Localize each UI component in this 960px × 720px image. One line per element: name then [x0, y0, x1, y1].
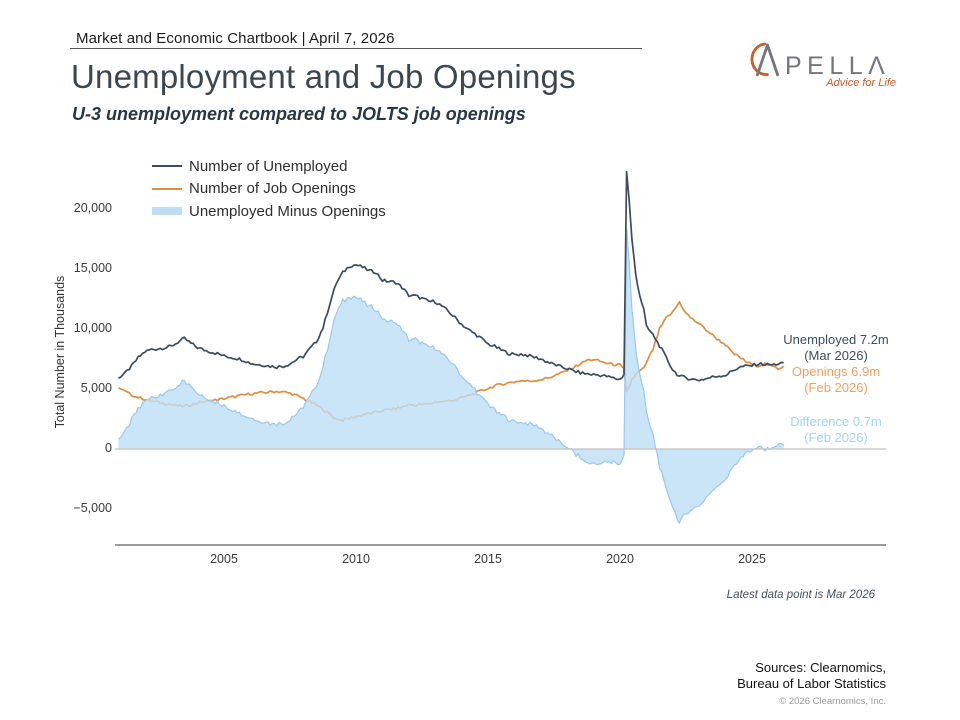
y-tick-label: 20,000 — [73, 201, 112, 215]
y-tick-label: −5,000 — [73, 501, 112, 515]
logo-brand-text: PELLΛ — [785, 52, 891, 80]
legend-label: Number of Job Openings — [189, 180, 356, 197]
x-tick-label: 2015 — [474, 552, 502, 566]
sources-block — [737, 660, 886, 710]
series-annotations-top — [776, 332, 896, 396]
latest-data-footnote: Latest data point is Mar 2026 — [726, 589, 875, 601]
series-annotations-bottom — [776, 414, 896, 446]
series-annotation-unemployed: Unemployed 7.2m — [783, 332, 889, 347]
series-annotation-difference: Difference 0.7m — [790, 414, 882, 429]
header-divider — [70, 48, 642, 49]
series-annotation-openings: (Feb 2026) — [804, 380, 868, 395]
x-tick-label: 2020 — [606, 552, 634, 566]
chart-legend — [152, 157, 386, 220]
x-tick-label: 2005 — [210, 552, 238, 566]
copyright-text: © 2026 Clearnomics, Inc. — [779, 696, 886, 707]
legend-item — [152, 157, 386, 175]
series-annotation-openings: Openings 6.9m — [791, 364, 881, 379]
legend-item — [152, 202, 386, 220]
x-tick-label: 2025 — [738, 552, 766, 566]
logo-tagline: Advice for Life — [826, 77, 896, 88]
logo-lambda-icon — [757, 45, 778, 76]
apella-logo — [738, 36, 908, 88]
legend-line-icon — [152, 188, 182, 190]
page-subtitle: U-3 unemployment compared to JOLTS job openings — [72, 104, 526, 124]
series-annotation-unemployed: (Mar 2026) — [804, 348, 868, 363]
x-tick-label: 2010 — [342, 552, 370, 566]
chartbook-header: Market and Economic Chartbook | April 7, 2026 — [76, 30, 395, 47]
legend-patch-icon — [152, 207, 182, 215]
legend-label: Unemployed Minus Openings — [189, 202, 386, 220]
legend-label: Number of Unemployed — [189, 157, 348, 175]
series-annotation-difference: (Feb 2026) — [804, 430, 868, 445]
y-tick-label: 10,000 — [73, 321, 112, 335]
legend-item — [152, 180, 386, 198]
page-title: Unemployment and Job Openings — [71, 58, 576, 95]
sources-line-1: Sources: Clearnomics, — [755, 660, 886, 675]
sources-line-2: Bureau of Labor Statistics — [737, 676, 886, 691]
legend-line-icon — [152, 165, 182, 167]
y-tick-label: 15,000 — [73, 261, 112, 275]
y-tick-label: 0 — [105, 441, 112, 455]
y-tick-label: 5,000 — [80, 381, 112, 395]
y-axis-title: Total Number in Thousands — [53, 275, 67, 429]
